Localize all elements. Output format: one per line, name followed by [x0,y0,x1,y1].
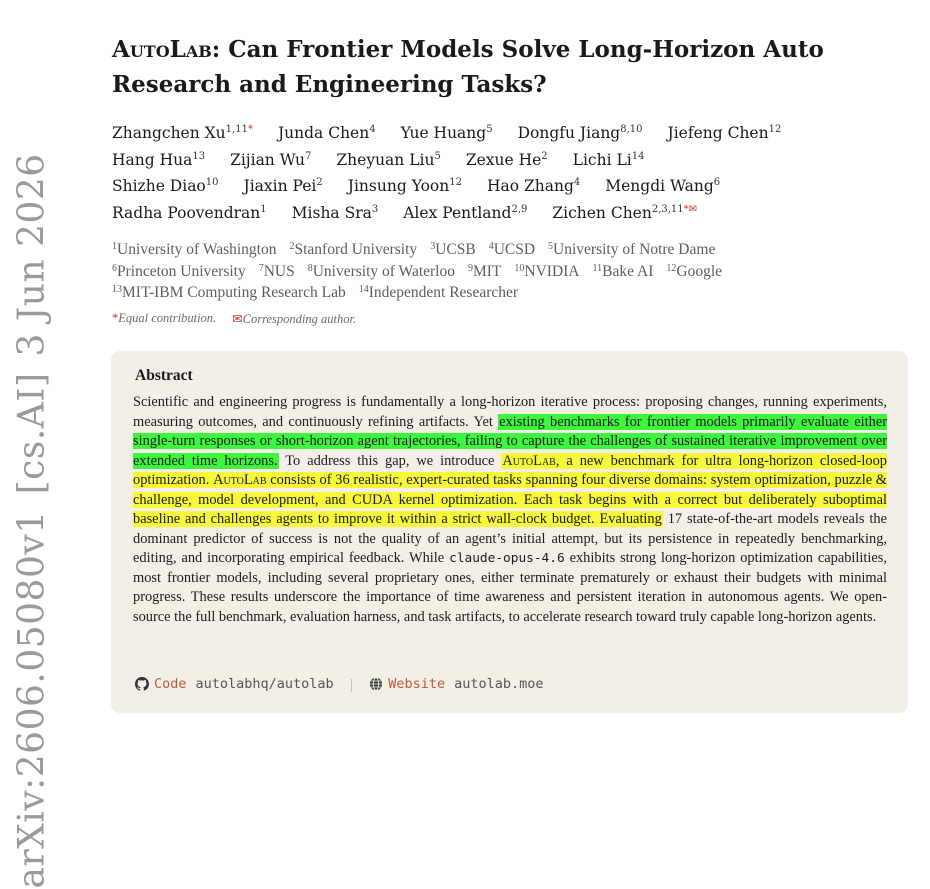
paper-title [112,32,902,102]
author-row [112,204,912,231]
author-name: Zijian Wu [230,150,306,169]
author-name: Jiaxin Pei [243,177,317,195]
author-row [112,124,912,151]
abstract-heading: Abstract [135,367,193,384]
affiliation-name: Google [676,262,723,280]
affiliation-index: 5 [548,241,554,252]
author-name: Zheyuan Liu [336,150,435,169]
author-name: Junda Chen [277,124,370,142]
affiliation-name: MIT-IBM Computing Research Lab [122,284,346,301]
author-name: Alex Pentland [403,203,512,222]
affiliation-index: 11 [592,262,603,274]
model-name-code: claude-opus-4.6 [449,551,565,567]
author-name: Jiefeng Chen [667,124,769,142]
affiliation [666,263,722,281]
author-name: Shizhe Diao [112,177,206,195]
author-affiliation-index: 13 [192,150,206,162]
affiliation-index: 6 [112,262,117,274]
author-mark: *✉ [683,203,698,215]
arxiv-identifier-stamp [11,153,53,889]
affiliation-index: 9 [467,262,473,274]
equal-contribution-mark: * [112,311,119,325]
code-link-url: autolabhq/autolab [195,676,334,692]
author-affiliation-index: 2 [541,150,548,162]
affiliation-name: UCSD [493,241,536,258]
abstract-panel [111,351,908,713]
author [552,204,697,222]
affiliation [548,241,715,259]
author [401,124,493,142]
affiliation [489,241,535,259]
affiliation-name: Independent Researcher [368,284,519,301]
envelope-icon: ✉ [232,312,243,326]
author [336,151,440,169]
affiliation-name: UCSB [435,241,476,258]
author-name: Dongfu Jiang [517,124,621,142]
website-link[interactable] [369,676,543,692]
author-row [112,177,912,204]
affiliation-row [112,241,912,263]
arxiv-id: arXiv:2606.05080v1 [11,510,53,889]
affiliation [112,263,246,281]
affiliation [468,263,501,281]
affiliation [430,241,476,259]
author-name: Mengdi Wang [605,177,714,195]
affiliation-index: 10 [514,262,525,274]
affiliation [593,263,654,281]
author [573,151,645,169]
author-row [112,151,912,178]
affiliation [359,284,518,302]
affiliation-index: 13 [112,284,122,295]
affiliation-name: Stanford University [294,241,418,258]
affiliation-list [112,241,912,306]
author [348,177,462,195]
affiliation [289,241,417,259]
author-affiliation-index: 4 [369,124,376,135]
author-affiliation-index: 1 [260,203,267,215]
author-affiliation-index: 5 [434,150,441,162]
affiliation-name: Princeton University [117,262,246,280]
author-list [112,124,912,230]
title-brand: AutoLab [112,36,212,63]
affiliation [514,263,579,281]
affiliation [259,263,295,281]
author-name: Hao Zhang [486,177,574,195]
author [518,124,643,142]
affiliation [112,241,276,259]
author-name: Yue Huang [400,124,487,142]
affiliation-row [112,284,912,306]
affiliation-name: University of Washington [117,241,277,258]
author [112,177,219,195]
affiliation [112,284,346,302]
author [487,177,580,195]
footnotes [112,311,356,327]
affiliation-index: 2 [289,241,295,252]
author-name: Hang Hua [112,150,193,169]
website-link-label: Website [388,676,446,692]
github-icon [135,677,149,691]
affiliation-name: University of Notre Dame [553,241,716,258]
author [112,151,205,169]
author-affiliation-index: 6 [713,177,721,188]
equal-contribution-note: *Equal contribution. [112,311,217,325]
author-affiliation-index: 12 [449,177,462,188]
author-affiliation-index: 14 [631,150,645,162]
affiliation [308,263,455,281]
arxiv-date: 3 Jun 2026 [11,153,53,357]
author-affiliation-index: 5 [486,124,493,135]
author-mark: * [247,124,253,135]
author-name: Zichen Chen [552,203,652,222]
author-affiliation-index: 7 [305,150,312,162]
affiliation-index: 3 [430,241,436,252]
affiliation-name: MIT [472,262,502,280]
author [668,124,782,142]
affiliation-name: NUS [263,262,295,280]
author-name: Jinsung Yoon [347,177,450,195]
author-affiliation-index: 12 [768,124,782,135]
resource-links [135,676,544,692]
corresponding-author-note: ✉Corresponding author. [232,312,357,326]
author [403,204,527,222]
highlight-green: existing benchmarks for frontier models primarily evaluate either single-turn responses or short-horizon agent trajectories, failing to capture the challenges of sustained iterative improvement over extended time horizons. [133,413,887,469]
title-rest: : Can Frontier Models Solve Long-Horizon Auto [211,36,824,63]
author-affiliation-index: 4 [573,177,581,188]
author [278,124,376,142]
code-link[interactable] [135,676,334,692]
author [112,204,267,222]
website-link-url: autolab.moe [454,676,544,692]
affiliation-name: NVIDIA [524,262,580,280]
arxiv-category: [cs.AI] [11,372,53,495]
affiliation-index: 7 [258,262,264,274]
author-name: Zexue He [465,150,542,169]
affiliation-row [112,263,912,285]
affiliation-index: 12 [666,262,677,274]
affiliation-name: University of Waterloo [312,262,455,280]
globe-icon [369,677,383,691]
author [466,151,548,169]
author-name: Zhangchen Xu [112,124,226,142]
author [230,151,311,169]
author-affiliation-index: 10 [205,177,219,188]
affiliation-index: 4 [488,241,494,252]
author [605,177,720,195]
title-line-2: Research and Engineering Tasks? [112,71,547,98]
author-name: Lichi Li [572,150,632,169]
author-affiliation-index: 2 [316,177,323,188]
affiliation-name: Bake AI [602,262,654,280]
code-link-label: Code [154,676,187,692]
link-separator: | [349,676,354,692]
highlight-yellow: AutoLab, a new benchmark for ultra long-horizon closed-loop optimization. AutoLab consists of 36 realistic, expert-curated tasks spanning four diverse domains: system optimization, puzzle & challenge, model development, and CUDA kernel optimization. Each task begins with a correct but deliberately suboptimal baseline and challenges agents to improve it within a strict wall-clock budget. Evaluating [133,452,888,528]
author-affiliation-index: 8,10 [620,124,643,135]
author-affiliation-index: 3 [371,203,379,215]
author-name: Misha Sra [291,203,372,222]
author [244,177,323,195]
abstract-text: Scientific and engineering progress is fundamentally a long-horizon iterative process: proposing changes, running experiments, measuring outcomes, and continuously refining artifacts. Yet existing benchmarks for frontier models primarily evaluate either single-turn responses or short-horizon agent trajectories, failing to capture the challenges of sustained iterative improvement over extended time horizons. To address this gap, we introduce AutoLab, a new benchmark for ultra long-horizon closed-loop optimization. AutoLab consists of 36 realistic, expert-curated tasks spanning four diverse domains: system optimization, puzzle & challenge, model development, and CUDA kernel optimization. Each task begins with a correct but deliberately suboptimal baseline and challenges agents to improve it within a strict wall-clock budget. Evaluating 17 state-of-the-art models reveals the dominant predictor of success is not the quality of an agent’s initial attempt, but its persistence in repeatedly benchmarking, editing, and incorporating empirical feedback. While claude-opus-4.6 exhibits strong long-horizon optimization capabilities, most frontier models, including several proprietary ones, either terminate prematurely or exhaust their budgets with minimal progress. These results underscore the importance of time awareness and persistent iteration in autonomous agents. We open-source the full benchmark, evaluation harness, and task artifacts, to accelerate research toward truly capable long-horizon agents. [133,394,888,626]
author-name: Radha Poovendran [112,203,261,222]
affiliation-index: 8 [307,262,313,274]
author [112,124,253,142]
author-affiliation-index: 2,3,11 [651,203,684,215]
affiliation-index: 14 [358,284,369,295]
title-line-1 [112,32,902,67]
affiliation-index: 1 [112,241,117,252]
author [292,204,379,222]
author-affiliation-index: 2,9 [511,203,528,215]
author-affiliation-index: 1,11 [225,124,248,135]
